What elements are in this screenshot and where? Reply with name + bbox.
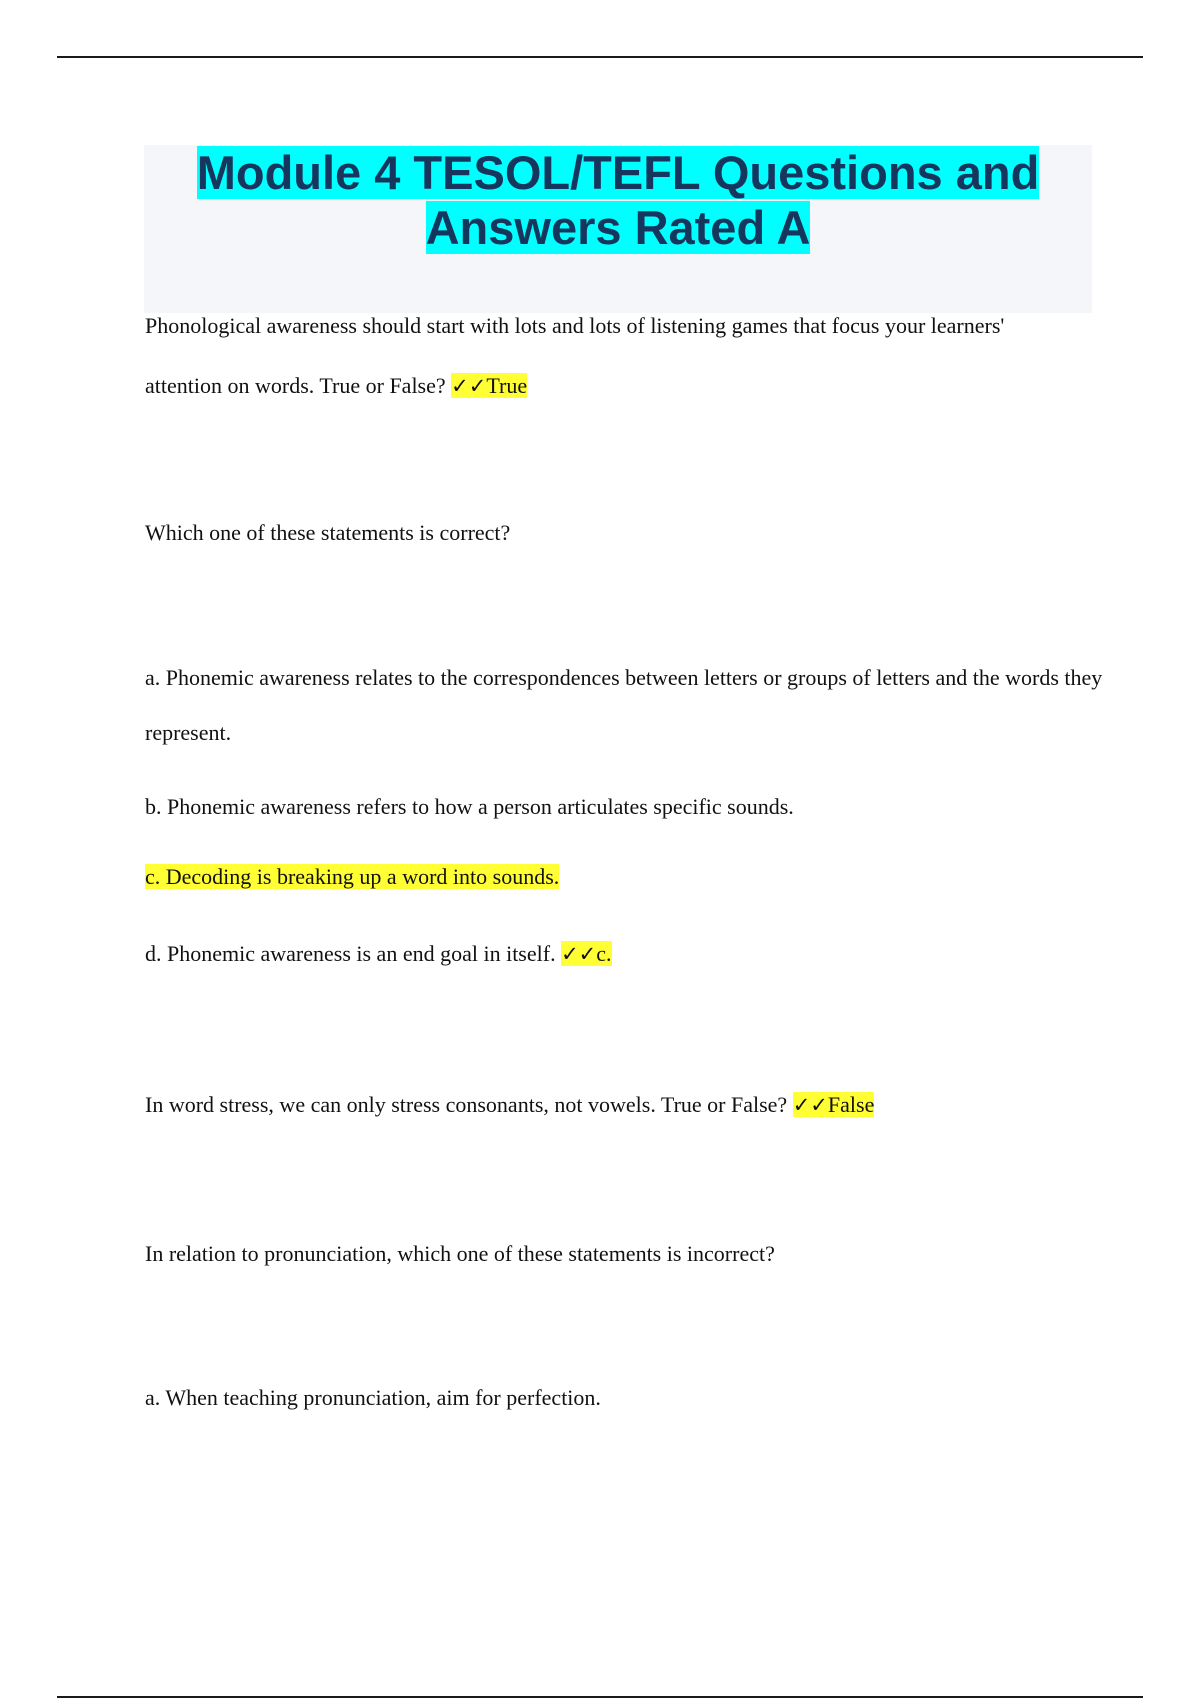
option-c [145,847,1105,907]
answer-1 [451,373,527,398]
option-a [145,650,1105,760]
question-3 [145,1075,1105,1135]
question-2 [145,503,1105,563]
answer-1-text: True [486,373,528,398]
question-4-text: In relation to pronunciation, which one of these statements is incorrect? [145,1241,775,1266]
question-4 [145,1224,1105,1284]
question-1 [145,296,1025,416]
checkmark-icon: ✓✓ [792,1093,828,1117]
option-a-q4 [145,1368,1105,1428]
title-line-1: Module 4 TESOL/TEFL Questions and [196,146,1040,199]
checkmark-icon: ✓✓ [561,942,597,966]
question-1-text: Phonological awareness should start with lots and lots of listening games that focus your learners' attention on words. True or False? [145,313,1005,398]
footer-rule [57,1696,1143,1698]
option-b [145,777,1105,837]
answer-3-text: False [827,1092,875,1117]
question-3-text: In word stress, we can only stress consonants, not vowels. True or False? [145,1092,788,1117]
header-rule [57,56,1143,58]
answer-2-text: c. [596,941,612,966]
option-c-text: c. Decoding is breaking up a word into sounds. [145,864,560,889]
document-title [144,145,1092,255]
option-d [145,924,1105,984]
title-line-2: Answers Rated A [425,201,811,254]
option-a-text: a. Phonemic awareness relates to the correspondences between letters or groups of letters and the words they represent. [145,665,1103,745]
checkmark-icon: ✓✓ [451,374,487,398]
answer-2 [561,941,611,966]
question-2-text: Which one of these statements is correct? [145,520,511,545]
option-d-text: d. Phonemic awareness is an end goal in itself. [145,941,556,966]
option-b-text: b. Phonemic awareness refers to how a person articulates specific sounds. [145,794,794,819]
answer-3 [793,1092,875,1117]
option-a-q4-text: a. When teaching pronunciation, aim for perfection. [145,1385,601,1410]
